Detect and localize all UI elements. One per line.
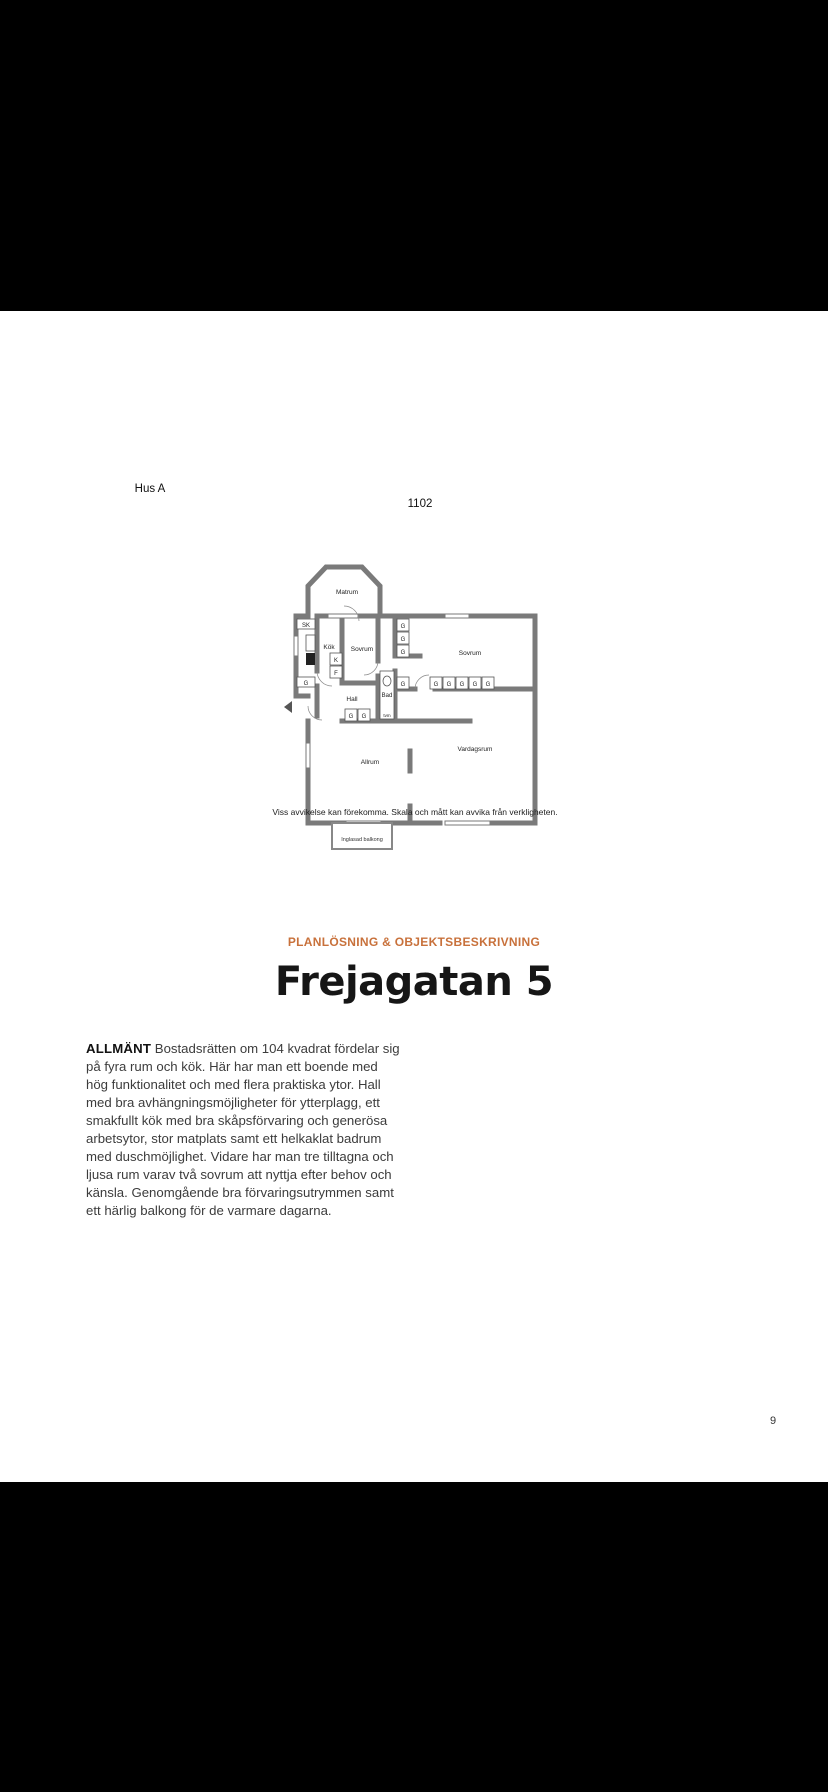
room-matrum: Matrum: [335, 589, 359, 596]
floorplan-caption: Viss avvikelse kan förekomma. Skala och mått kan avvika från verkligheten.: [272, 807, 558, 817]
g-mark: G: [348, 714, 354, 720]
room-allrum: Allrum: [360, 759, 380, 766]
floorplan-drawing: [270, 511, 570, 851]
room-vardagsrum: Vardagsrum: [457, 746, 493, 753]
balcony-label: Inglasad balkong: [341, 837, 383, 843]
g-mark: G: [472, 682, 478, 688]
g-mark: G: [446, 682, 452, 688]
floorplan-unit-label: 1102: [407, 498, 433, 510]
entrance-arrow-icon: [284, 701, 292, 713]
section-label: PLANLÖSNING & OBJEKTSBESKRIVNING: [287, 935, 541, 949]
g-mark: G: [485, 682, 491, 688]
g-mark: G: [361, 714, 367, 720]
g-mark: G: [400, 624, 406, 630]
description: [86, 1040, 401, 1220]
floorplan-house-label: Hus A: [134, 483, 166, 495]
description-lead: ALLMÄNT: [86, 1041, 152, 1056]
g-mark: G: [400, 682, 406, 688]
g-mark: G: [433, 682, 439, 688]
page-title: Frejagatan 5: [274, 959, 554, 1005]
tvm-mark: tvm: [383, 713, 391, 718]
room-sovrum-1: Sovrum: [350, 646, 374, 653]
g-mark-kitchen: G: [303, 681, 309, 687]
sk-mark: SK: [301, 623, 311, 629]
k-mark: K: [333, 658, 339, 664]
description-text: Bostadsrätten om 104 kvadrat fördelar sig på fyra rum och kök. Här har man ett boende med hög funktionalitet och med flera praktiska ytor. Hall med bra avhängningsmöjligheter för ytterplagg, ett smakfullt kök med bra skåpsförvaring och generösa arbetsytor, stor matplats samt ett helkaklat badrum med duschmöjlighet. Vidare har man tre tilltagna och ljusa rum varav två sovrum att nyttja efter behov och känsla. Genomgående bra förvaringsutrymmen samt ett härlig balkong för de varmare dagarna.: [86, 1041, 400, 1218]
room-hall: Hall: [346, 696, 358, 703]
brochure-page: [0, 311, 828, 1482]
g-mark: G: [400, 650, 406, 656]
bad-label: Bad: [381, 693, 393, 699]
room-sovrum-2: Sovrum: [458, 650, 482, 657]
g-mark: G: [400, 637, 406, 643]
g-mark: G: [459, 682, 465, 688]
room-kok: Kök: [323, 644, 335, 651]
page-number: 9: [770, 1415, 777, 1427]
f-mark: F: [334, 671, 338, 677]
